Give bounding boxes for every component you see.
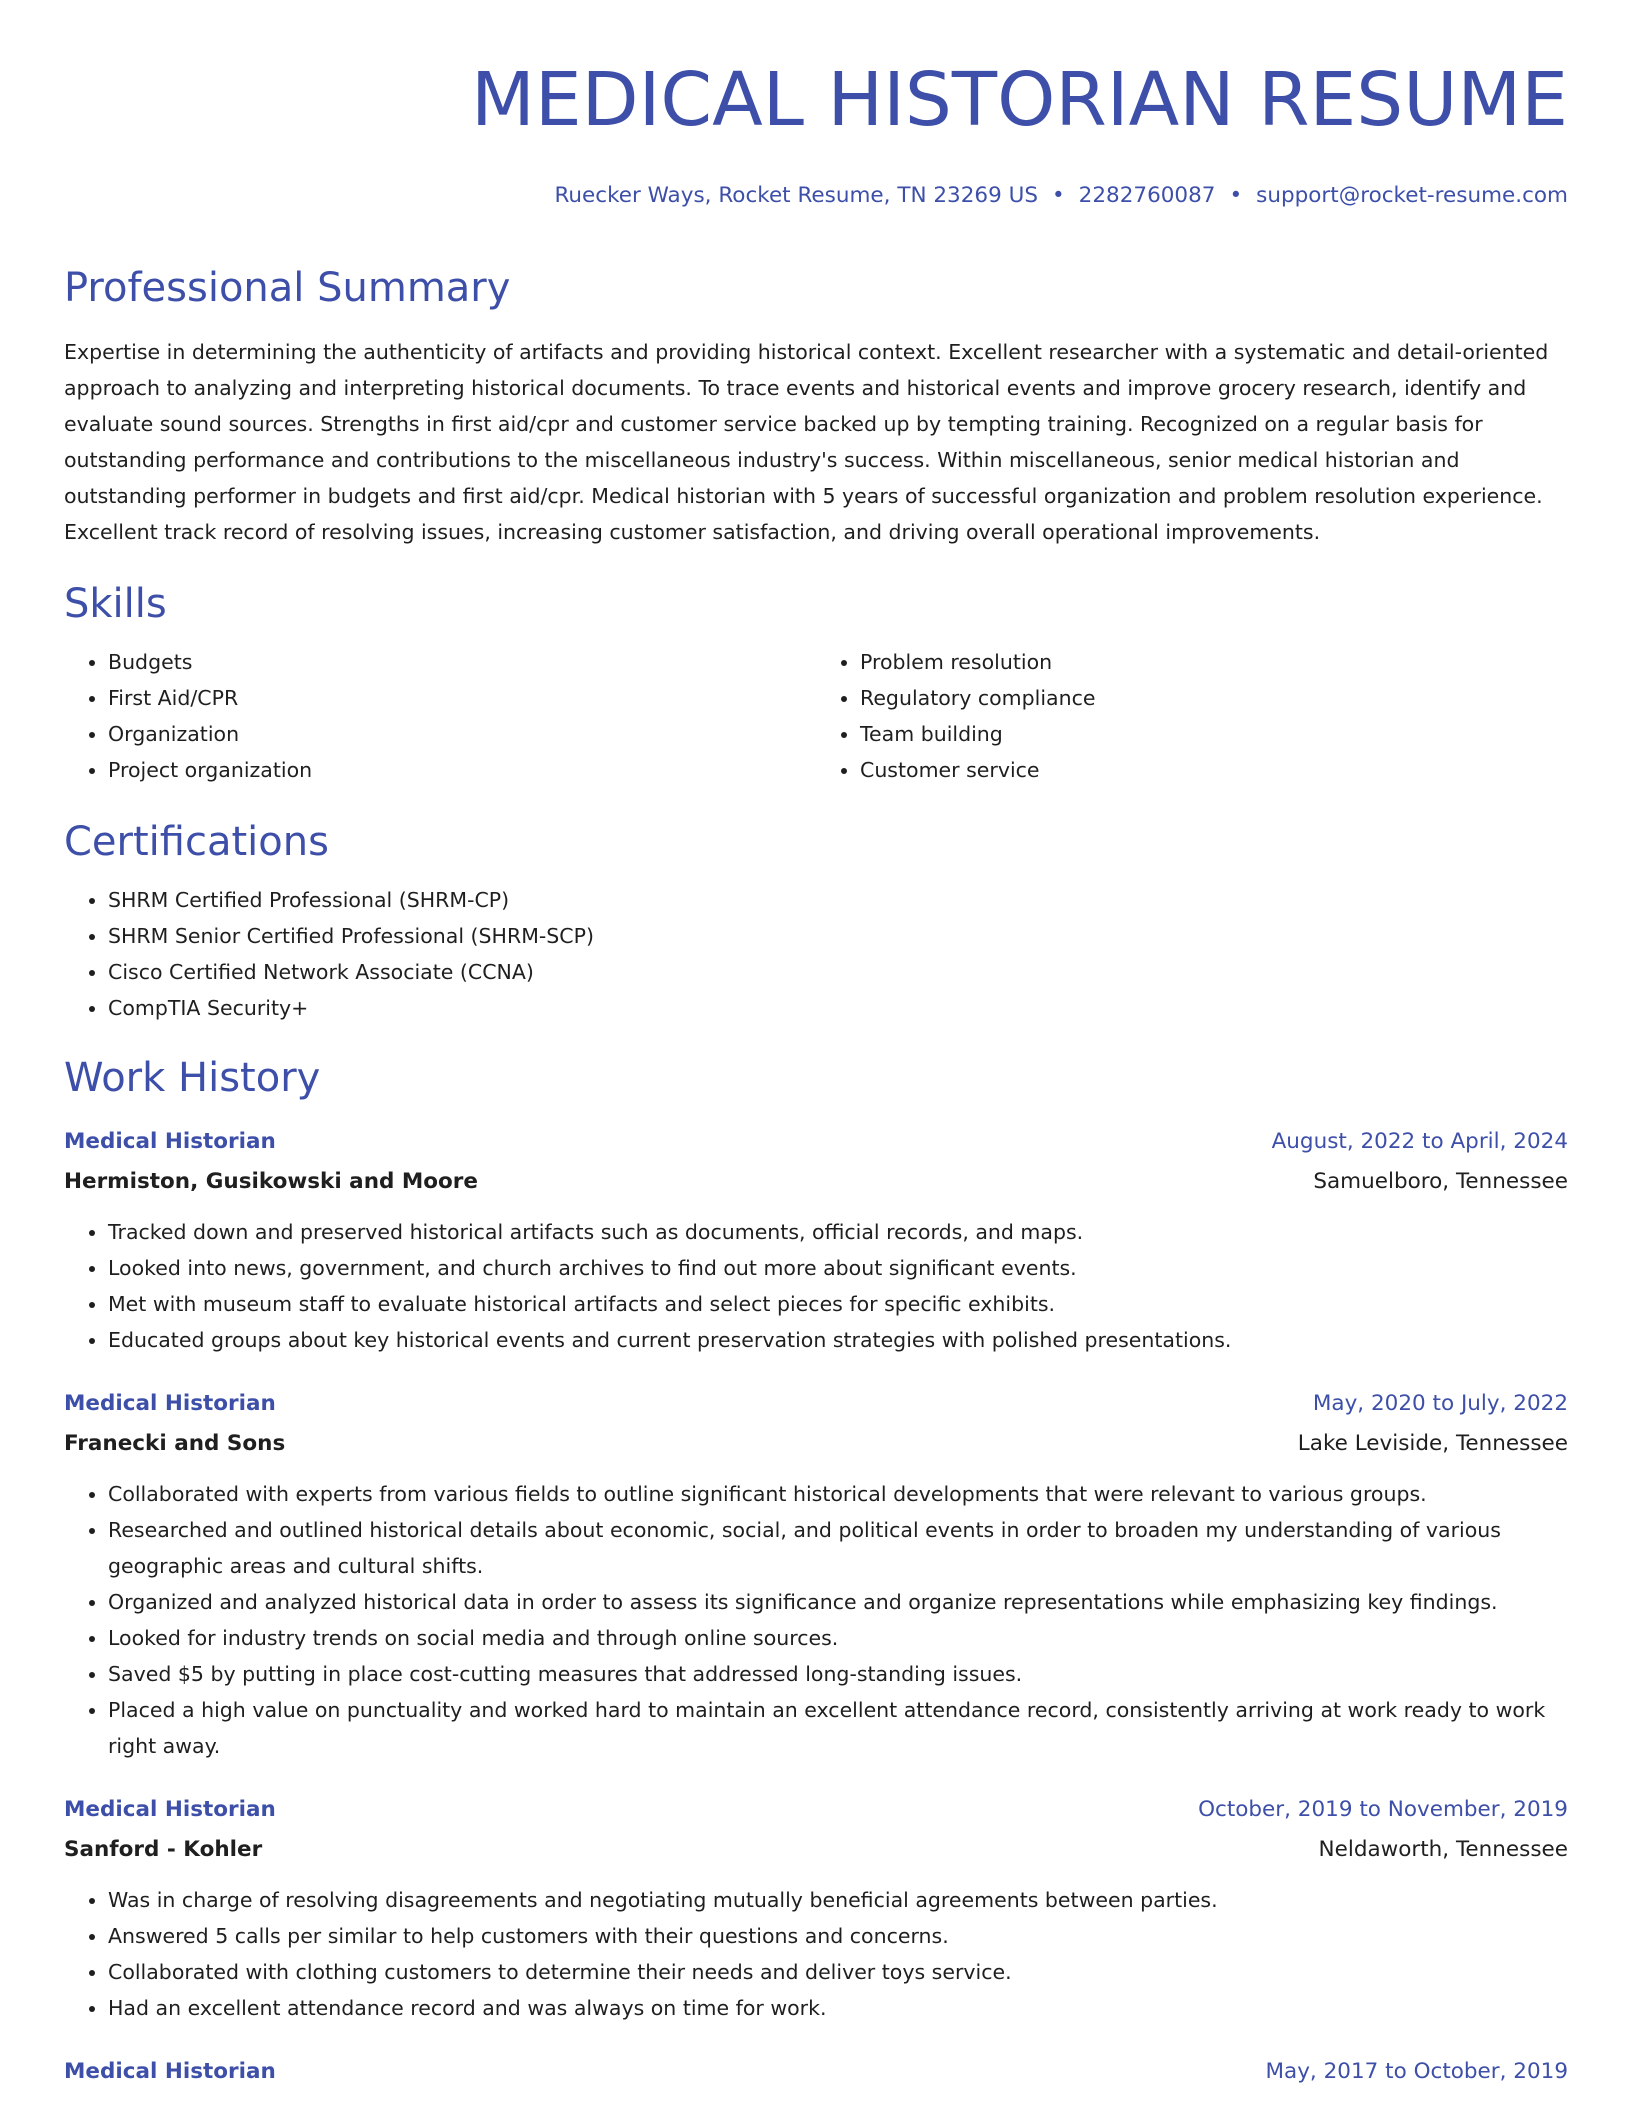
resume-title: MEDICAL HISTORIAN RESUME xyxy=(471,57,1568,143)
job-dates: May, 2020 to July, 2022 xyxy=(1312,1391,1568,1416)
job-bullets xyxy=(64,1882,1568,2026)
contact-address: Ruecker Ways, Rocket Resume, TN 23269 US xyxy=(554,183,1038,208)
skill-item: • Problem resolution xyxy=(860,644,1568,680)
job-bullets xyxy=(64,1214,1568,1358)
job-title: Medical Historian xyxy=(64,2059,276,2084)
job-dates: August, 2022 to April, 2024 xyxy=(1271,1129,1568,1154)
job-bullet: • Organized and analyzed historical data in order to assess its significance and organize representations while emphasizing key findings. xyxy=(108,1584,1568,1620)
job-location: Neldaworth, Tennessee xyxy=(1318,1837,1568,1862)
skill-item: • Customer service xyxy=(860,752,1568,788)
job-bullet: • Had an excellent attendance record and was always on time for work. xyxy=(108,1990,1568,2026)
job-bullet: • Tracked down and preserved historical artifacts such as documents, official records, and maps. xyxy=(108,1214,1568,1250)
job-header-row xyxy=(64,1122,1568,1162)
work-history-heading: Work History xyxy=(64,1055,321,1101)
certifications-list xyxy=(64,882,1568,1026)
job-bullet: • Was in charge of resolving disagreements and negotiating mutually beneficial agreements between parties. xyxy=(108,1882,1568,1918)
certification-item: • Cisco Certified Network Associate (CCNA) xyxy=(108,954,1568,990)
job-header-row xyxy=(64,1790,1568,1830)
skill-item: • First Aid/CPR xyxy=(108,680,816,716)
job-title: Medical Historian xyxy=(64,1129,276,1154)
job-bullet: • Answered 5 calls per similar to help customers with their questions and concerns. xyxy=(108,1918,1568,1954)
job-company: Sanford - Kohler xyxy=(64,1837,263,1862)
job-company-row xyxy=(64,1424,1568,1464)
job-entry xyxy=(64,1384,1568,1764)
job-entry xyxy=(64,1790,1568,2026)
job-bullet: • Researched and outlined historical details about economic, social, and political events in order to broaden my understanding of various geographic areas and cultural shifts. xyxy=(108,1512,1568,1584)
job-header-row xyxy=(64,2052,1568,2092)
job-bullet: • Educated groups about key historical events and current preservation strategies with polished presentations. xyxy=(108,1322,1568,1358)
job-title: Medical Historian xyxy=(64,1797,276,1822)
job-header-row xyxy=(64,1384,1568,1424)
job-dates: October, 2019 to November, 2019 xyxy=(1198,1797,1568,1822)
job-title: Medical Historian xyxy=(64,1391,276,1416)
skill-item: • Project organization xyxy=(108,752,816,788)
job-company-row xyxy=(64,1162,1568,1202)
job-bullet: • Looked for industry trends on social media and through online sources. xyxy=(108,1620,1568,1656)
contact-separator: • xyxy=(1229,183,1243,208)
certification-item: • SHRM Senior Certified Professional (SHRM-SCP) xyxy=(108,918,1568,954)
skills-list-right xyxy=(816,644,1568,788)
job-bullets xyxy=(64,1476,1568,1764)
certification-item: • CompTIA Security+ xyxy=(108,990,1568,1026)
certification-item: • SHRM Certified Professional (SHRM-CP) xyxy=(108,882,1568,918)
job-location: Samuelboro, Tennessee xyxy=(1313,1169,1568,1194)
certifications-heading: Certifications xyxy=(64,819,329,865)
contact-line xyxy=(64,180,1568,212)
skills-columns xyxy=(64,644,1568,788)
job-company: Hermiston, Gusikowski and Moore xyxy=(64,1169,478,1194)
job-bullet: • Looked into news, government, and church archives to find out more about significant events. xyxy=(108,1250,1568,1286)
job-location: Lake Leviside, Tennessee xyxy=(1297,1431,1568,1456)
skill-item: • Team building xyxy=(860,716,1568,752)
job-entry xyxy=(64,2052,1568,2092)
job-company: Franecki and Sons xyxy=(64,1431,286,1456)
job-dates: May, 2017 to October, 2019 xyxy=(1265,2059,1568,2084)
contact-phone: 2282760087 xyxy=(1078,183,1216,208)
job-bullet: • Collaborated with clothing customers to determine their needs and deliver toys service. xyxy=(108,1954,1568,1990)
skills-list-left xyxy=(64,644,816,788)
resume-page xyxy=(64,0,1568,2092)
job-bullet: • Placed a high value on punctuality and worked hard to maintain an excellent attendance record, consistently arriving at work ready to work right away. xyxy=(108,1692,1568,1764)
contact-email: support@rocket-resume.com xyxy=(1256,183,1568,208)
skill-item: • Organization xyxy=(108,716,816,752)
job-company-row xyxy=(64,1830,1568,1870)
contact-separator: • xyxy=(1051,183,1065,208)
job-bullet: • Collaborated with experts from various fields to outline significant historical developments that were relevant to various groups. xyxy=(108,1476,1568,1512)
skill-item: • Regulatory compliance xyxy=(860,680,1568,716)
job-bullet: • Saved $5 by putting in place cost-cutting measures that addressed long-standing issues. xyxy=(108,1656,1568,1692)
skill-item: • Budgets xyxy=(108,644,816,680)
job-entry xyxy=(64,1122,1568,1358)
skills-heading: Skills xyxy=(64,581,167,627)
summary-text: Expertise in determining the authenticity of artifacts and providing historical context. Excellent researcher with a systematic and detail-oriented approach to analyzing and interpreting historical documents. To trace events and historical events and improve grocery research, identify and evaluate sound sources. Strengths in first aid/cpr and customer service backed up by tempting training. Recognized on a regular basis for outstanding performance and contributions to the miscellaneous industry's success. Within miscellaneous, senior medical historian and outstanding performer in budgets and first aid/cpr. Medical historian with 5 years of successful organization and problem resolution experience. Excellent track record of resolving issues, increasing customer satisfaction, and driving overall operational improvements. xyxy=(64,340,1549,544)
summary-heading: Professional Summary xyxy=(64,265,511,311)
job-bullet: • Met with museum staff to evaluate historical artifacts and select pieces for specific exhibits. xyxy=(108,1286,1568,1322)
